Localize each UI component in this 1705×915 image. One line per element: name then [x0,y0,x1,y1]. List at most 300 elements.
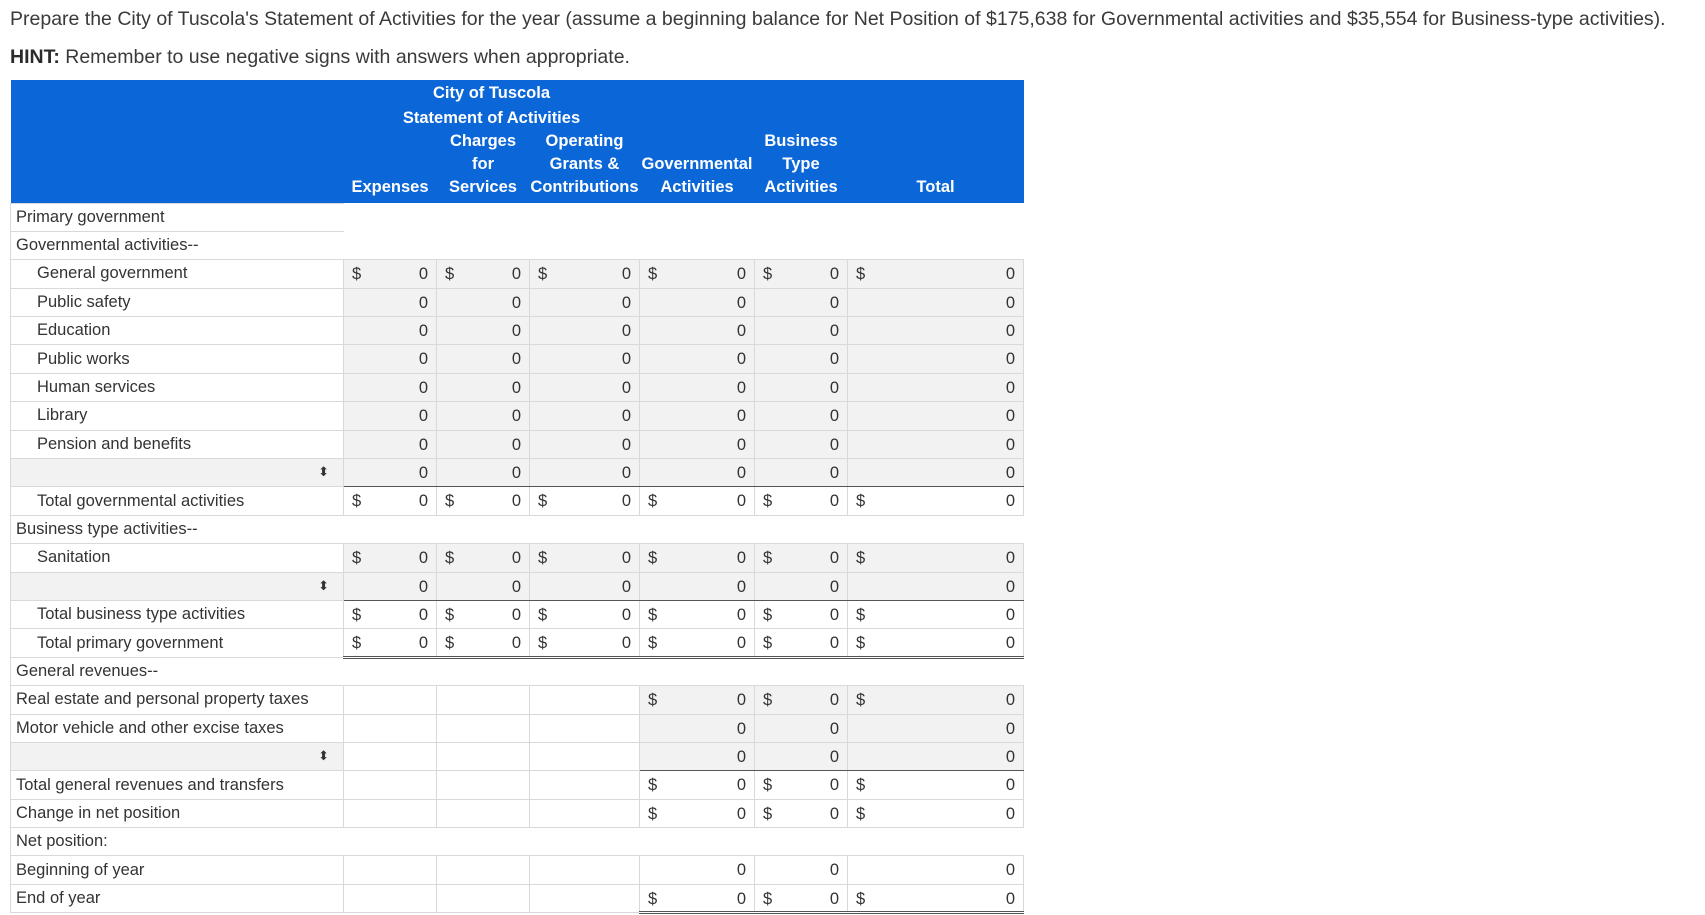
empty-cell [437,714,530,742]
amount-cell-operating-grants[interactable] [530,430,640,458]
col-header-line: for [472,155,494,173]
row-label: Beginning of year [11,856,344,884]
amount-cell-total [848,317,1024,345]
empty-cell [848,203,1024,231]
amount-value: 0 [418,293,428,312]
col-header-business-type-activities [755,130,848,203]
empty-cell [344,742,437,770]
amount-value: 0 [621,322,631,341]
amount-value: 0 [736,407,746,426]
currency-symbol: $ [648,492,658,511]
row-label: Total business type activities [11,600,344,628]
amount-value: 0 [1005,549,1015,568]
amount-cell-business-type-activities[interactable] [755,686,848,714]
empty-cell [437,884,530,912]
amount-cell-total [848,402,1024,430]
amount-cell-governmental-activities [640,629,755,657]
amount-value: 0 [621,435,631,454]
empty-cell [530,828,640,856]
empty-cell [530,515,640,543]
amount-cell-governmental-activities[interactable] [640,459,755,487]
amount-cell-charges-for-services[interactable] [437,345,530,373]
amount-cell-operating-grants [530,487,640,515]
amount-cell-business-type-activities [755,884,848,912]
currency-symbol: $ [763,265,773,284]
amount-value: 0 [736,605,746,624]
amount-cell-operating-grants[interactable] [530,402,640,430]
amount-cell-operating-grants[interactable] [530,572,640,600]
empty-cell [437,515,530,543]
amount-cell-operating-grants[interactable] [530,373,640,401]
row-label: Governmental activities-- [11,231,344,259]
empty-cell [344,714,437,742]
table-row [11,884,1024,912]
amount-cell-governmental-activities[interactable] [640,317,755,345]
amount-value: 0 [1005,322,1015,341]
amount-cell-charges-for-services[interactable] [437,459,530,487]
table-row [11,544,1024,572]
amount-cell-charges-for-services[interactable] [437,572,530,600]
amount-value: 0 [418,322,428,341]
currency-symbol: $ [856,776,866,795]
amount-value: 0 [511,293,521,312]
amount-value: 0 [736,464,746,483]
currency-symbol: $ [763,804,773,823]
amount-value: 0 [1005,776,1015,795]
amount-cell-total [848,430,1024,458]
table-row [11,487,1024,515]
amount-value: 0 [1005,265,1015,284]
table-row [11,742,1024,770]
amount-value: 0 [829,378,839,397]
currency-symbol: $ [352,634,362,653]
currency-symbol: $ [445,492,455,511]
currency-symbol: $ [856,804,866,823]
currency-symbol: $ [648,691,658,710]
table-title: City of Tuscola [344,80,640,105]
amount-value: 0 [511,605,521,624]
row-label: Library [11,402,344,430]
amount-value: 0 [1005,861,1015,880]
amount-cell-charges-for-services[interactable] [437,288,530,316]
amount-value: 0 [736,861,746,880]
amount-value: 0 [621,634,631,653]
amount-cell-governmental-activities [640,487,755,515]
amount-value: 0 [621,407,631,426]
amount-value: 0 [1005,634,1015,653]
empty-cell [755,231,848,259]
amount-cell-operating-grants[interactable] [530,544,640,572]
currency-symbol: $ [856,605,866,624]
amount-value: 0 [736,549,746,568]
empty-cell [530,686,640,714]
amount-cell-expenses[interactable] [344,430,437,458]
amount-cell-operating-grants[interactable] [530,459,640,487]
currency-symbol: $ [352,492,362,511]
amount-cell-charges-for-services[interactable] [437,260,530,288]
hint-label: HINT: [10,46,60,68]
amount-value: 0 [829,435,839,454]
hint-body: Remember to use negative signs with answers when appropriate. [59,46,630,68]
amount-value: 0 [418,350,428,369]
amount-cell-expenses[interactable] [344,572,437,600]
currency-symbol: $ [648,549,658,568]
amount-value: 0 [736,322,746,341]
empty-cell [755,515,848,543]
empty-cell [755,203,848,231]
amount-cell-governmental-activities[interactable] [640,345,755,373]
col-header-operating-grants [530,130,640,203]
amount-cell-charges-for-services [437,629,530,657]
col-header-line: Governmental [641,155,753,173]
currency-symbol: $ [445,605,455,624]
amount-value: 0 [736,889,746,908]
amount-cell-business-type-activities[interactable] [755,430,848,458]
empty-cell [848,828,1024,856]
amount-cell-business-type-activities[interactable] [755,742,848,770]
col-header-line: Charges [449,132,517,150]
currency-symbol: $ [538,605,548,624]
col-header-expenses [344,130,437,203]
amount-cell-business-type-activities[interactable] [755,572,848,600]
empty-cell [437,203,530,231]
empty-cell [344,657,437,685]
row-label: Primary government [11,203,344,231]
col-header-line: Activities [764,178,838,196]
column-header-row [11,130,1024,203]
table-row [11,686,1024,714]
row-label: Change in net position [11,799,344,827]
amount-cell-governmental-activities[interactable] [640,260,755,288]
amount-cell-governmental-activities [640,600,755,628]
amount-value: 0 [1005,378,1015,397]
amount-cell-expenses[interactable] [344,402,437,430]
empty-cell [344,515,437,543]
amount-value: 0 [1005,464,1015,483]
amount-cell-governmental-activities[interactable] [640,742,755,770]
amount-cell-total [848,487,1024,515]
amount-value: 0 [736,265,746,284]
amount-value: 0 [1005,577,1015,596]
empty-cell [437,742,530,770]
empty-cell [437,231,530,259]
amount-cell-operating-grants [530,629,640,657]
amount-cell-governmental-activities[interactable] [640,288,755,316]
amount-value: 0 [829,350,839,369]
amount-value: 0 [829,776,839,795]
col-header-line: Grants & [549,155,620,173]
empty-cell [344,231,437,259]
currency-symbol: $ [352,549,362,568]
amount-value: 0 [736,804,746,823]
empty-cell [344,856,437,884]
amount-cell-business-type-activities[interactable] [755,402,848,430]
amount-value: 0 [511,464,521,483]
amount-value: 0 [829,549,839,568]
row-label-dropdown[interactable] [11,572,344,600]
amount-cell-expenses[interactable] [344,544,437,572]
amount-cell-business-type-activities[interactable] [755,459,848,487]
amount-cell-total [848,288,1024,316]
empty-cell [848,657,1024,685]
amount-cell-business-type-activities [755,799,848,827]
amount-cell-charges-for-services[interactable] [437,430,530,458]
amount-value: 0 [736,747,746,766]
currency-symbol: $ [763,492,773,511]
currency-symbol: $ [856,634,866,653]
amount-value: 0 [736,577,746,596]
table-row [11,856,1024,884]
currency-symbol: $ [763,605,773,624]
amount-cell-total [848,799,1024,827]
amount-value: 0 [829,605,839,624]
currency-symbol: $ [648,804,658,823]
amount-value: 0 [829,691,839,710]
empty-cell [344,884,437,912]
amount-cell-total [848,884,1024,912]
amount-cell-governmental-activities[interactable] [640,856,755,884]
amount-value: 0 [829,265,839,284]
amount-value: 0 [829,322,839,341]
table-row [11,572,1024,600]
empty-cell [530,231,640,259]
amount-value: 0 [1005,605,1015,624]
table-row [11,459,1024,487]
empty-cell [344,828,437,856]
table-row [11,629,1024,657]
amount-cell-governmental-activities[interactable] [640,714,755,742]
amount-value: 0 [736,293,746,312]
row-label: Public works [11,345,344,373]
table-row [11,430,1024,458]
amount-cell-governmental-activities [640,884,755,912]
amount-cell-operating-grants[interactable] [530,317,640,345]
sort-arrows-icon: ⬍ [318,747,329,763]
amount-value: 0 [511,549,521,568]
amount-value: 0 [736,634,746,653]
amount-value: 0 [621,549,631,568]
amount-value: 0 [736,719,746,738]
table-row [11,345,1024,373]
amount-cell-charges-for-services[interactable] [437,317,530,345]
empty-cell [530,884,640,912]
empty-cell [755,828,848,856]
amount-cell-business-type-activities [755,600,848,628]
amount-cell-expenses[interactable] [344,459,437,487]
currency-symbol: $ [856,492,866,511]
amount-cell-business-type-activities [755,771,848,799]
amount-value: 0 [511,322,521,341]
amount-value: 0 [1005,691,1015,710]
empty-cell [530,714,640,742]
amount-cell-total [848,373,1024,401]
currency-symbol: $ [445,549,455,568]
amount-cell-governmental-activities[interactable] [640,572,755,600]
amount-cell-total [848,600,1024,628]
amount-value: 0 [736,350,746,369]
amount-value: 0 [736,492,746,511]
amount-value: 0 [511,435,521,454]
sort-arrows-icon: ⬍ [318,464,329,480]
row-label-dropdown[interactable] [11,742,344,770]
currency-symbol: $ [763,691,773,710]
amount-cell-expenses[interactable] [344,288,437,316]
amount-value: 0 [418,407,428,426]
amount-value: 0 [511,265,521,284]
amount-value: 0 [1005,293,1015,312]
amount-value: 0 [829,492,839,511]
amount-value: 0 [621,464,631,483]
currency-symbol: $ [538,634,548,653]
amount-value: 0 [418,634,428,653]
table-row [11,799,1024,827]
amount-cell-governmental-activities[interactable] [640,402,755,430]
currency-symbol: $ [648,605,658,624]
table-row [11,288,1024,316]
amount-cell-charges-for-services[interactable] [437,373,530,401]
amount-value: 0 [1005,889,1015,908]
amount-cell-total [848,459,1024,487]
col-header-line: Operating [545,132,624,150]
amount-cell-operating-grants[interactable] [530,288,640,316]
table-row [11,402,1024,430]
currency-symbol: $ [856,889,866,908]
amount-cell-charges-for-services [437,487,530,515]
amount-value: 0 [829,804,839,823]
amount-cell-expenses [344,487,437,515]
table-row [11,714,1024,742]
amount-value: 0 [1005,719,1015,738]
col-header-charges-for-services [437,130,530,203]
amount-cell-expenses[interactable] [344,260,437,288]
row-label: Sanitation [11,544,344,572]
amount-value: 0 [1005,435,1015,454]
currency-symbol: $ [648,634,658,653]
empty-cell [437,799,530,827]
amount-value: 0 [1005,747,1015,766]
amount-value: 0 [511,577,521,596]
empty-cell [530,856,640,884]
amount-value: 0 [829,747,839,766]
amount-cell-total [848,260,1024,288]
currency-symbol: $ [352,265,362,284]
amount-cell-governmental-activities[interactable] [640,544,755,572]
amount-cell-total [848,686,1024,714]
currency-symbol: $ [352,605,362,624]
currency-symbol: $ [648,265,658,284]
amount-value: 0 [1005,804,1015,823]
amount-cell-operating-grants [530,600,640,628]
row-label: General government [11,260,344,288]
empty-cell [755,657,848,685]
col-header-line: Contributions [530,178,639,196]
amount-value: 0 [621,378,631,397]
amount-cell-total [848,742,1024,770]
col-header-line: Total [916,178,955,196]
amount-value: 0 [511,378,521,397]
amount-cell-business-type-activities[interactable] [755,260,848,288]
amount-cell-business-type-activities[interactable] [755,288,848,316]
table-row [11,828,1024,856]
currency-symbol: $ [856,265,866,284]
amount-cell-expenses[interactable] [344,345,437,373]
currency-symbol: $ [445,265,455,284]
col-header-line: Business [764,132,838,150]
amount-value: 0 [418,492,428,511]
amount-value: 0 [418,605,428,624]
amount-cell-business-type-activities[interactable] [755,856,848,884]
row-label: Total governmental activities [11,487,344,515]
amount-cell-business-type-activities[interactable] [755,714,848,742]
amount-cell-charges-for-services[interactable] [437,544,530,572]
empty-cell [530,799,640,827]
amount-value: 0 [621,605,631,624]
amount-value: 0 [621,350,631,369]
table-row [11,373,1024,401]
amount-value: 0 [736,378,746,397]
amount-value: 0 [418,265,428,284]
amount-value: 0 [418,378,428,397]
currency-symbol: $ [445,634,455,653]
amount-cell-business-type-activities[interactable] [755,544,848,572]
table-row [11,231,1024,259]
statement-of-activities-table [10,80,1024,914]
amount-cell-business-type-activities[interactable] [755,317,848,345]
amount-value: 0 [511,350,521,369]
row-label: General revenues-- [11,657,344,685]
amount-value: 0 [511,634,521,653]
amount-cell-operating-grants[interactable] [530,260,640,288]
row-label-dropdown[interactable] [11,459,344,487]
amount-cell-governmental-activities[interactable] [640,686,755,714]
amount-cell-governmental-activities [640,771,755,799]
empty-cell [848,515,1024,543]
empty-cell [437,828,530,856]
currency-symbol: $ [763,889,773,908]
amount-cell-operating-grants[interactable] [530,345,640,373]
empty-cell [530,771,640,799]
row-label: Business type activities-- [11,515,344,543]
amount-cell-governmental-activities[interactable] [640,430,755,458]
col-header-governmental-activities [640,130,755,203]
currency-symbol: $ [648,776,658,795]
amount-value: 0 [829,577,839,596]
currency-symbol: $ [856,691,866,710]
amount-cell-charges-for-services[interactable] [437,402,530,430]
empty-cell [848,231,1024,259]
empty-cell [640,515,755,543]
amount-cell-expenses[interactable] [344,373,437,401]
sort-arrows-icon: ⬍ [318,577,329,593]
amount-value: 0 [1005,407,1015,426]
table-row [11,260,1024,288]
amount-cell-expenses[interactable] [344,317,437,345]
currency-symbol: $ [538,492,548,511]
currency-symbol: $ [763,549,773,568]
amount-value: 0 [621,293,631,312]
amount-value: 0 [621,577,631,596]
amount-value: 0 [418,549,428,568]
amount-value: 0 [1005,350,1015,369]
currency-symbol: $ [763,776,773,795]
amount-cell-business-type-activities[interactable] [755,345,848,373]
table-subtitle: Statement of Activities [344,105,640,130]
amount-value: 0 [621,265,631,284]
amount-value: 0 [829,634,839,653]
amount-cell-business-type-activities[interactable] [755,373,848,401]
amount-cell-governmental-activities[interactable] [640,373,755,401]
amount-value: 0 [829,861,839,880]
